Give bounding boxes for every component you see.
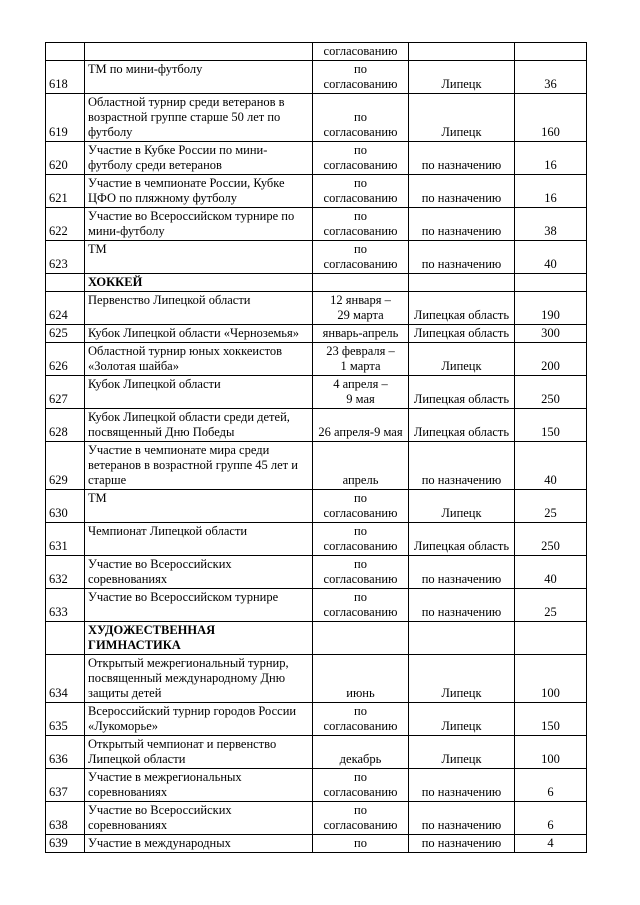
row-number-cell <box>46 274 85 292</box>
event-place-cell: Липецк <box>409 490 515 523</box>
event-date-cell <box>313 274 409 292</box>
table-row <box>46 703 587 736</box>
participants-count-cell: 36 <box>515 61 587 94</box>
table-row <box>46 325 587 343</box>
event-date-cell: по согласованию <box>313 241 409 274</box>
event-name-cell: Кубок Липецкой области <box>85 376 313 409</box>
event-date-cell: 23 февраля – 1 марта <box>313 343 409 376</box>
table-row <box>46 376 587 409</box>
row-number-cell: 630 <box>46 490 85 523</box>
participants-count-cell: 16 <box>515 175 587 208</box>
event-date-cell: декабрь <box>313 736 409 769</box>
event-place-cell: по назначению <box>409 442 515 490</box>
event-name-cell: Кубок Липецкой области «Черноземья» <box>85 325 313 343</box>
participants-count-cell: 4 <box>515 835 587 853</box>
event-place-cell: Липецк <box>409 703 515 736</box>
row-number-cell: 619 <box>46 94 85 142</box>
event-place-cell: по назначению <box>409 802 515 835</box>
event-date-cell: по согласованию <box>313 208 409 241</box>
row-number-cell <box>46 622 85 655</box>
event-date-cell: по согласованию <box>313 490 409 523</box>
event-place-cell: Липецкая область <box>409 409 515 442</box>
participants-count-cell: 40 <box>515 556 587 589</box>
participants-count-cell: 40 <box>515 241 587 274</box>
participants-count-cell: 250 <box>515 523 587 556</box>
row-number-cell: 627 <box>46 376 85 409</box>
event-name-cell: Открытый межрегиональный турнир, посвященный международному Дню защиты детей <box>85 655 313 703</box>
event-name-cell: Участие в международных <box>85 835 313 853</box>
section-header-row <box>46 274 587 292</box>
event-place-cell <box>409 622 515 655</box>
event-name-cell: ТМ <box>85 490 313 523</box>
event-date-cell: январь-апрель <box>313 325 409 343</box>
event-place-cell: по назначению <box>409 241 515 274</box>
event-name-cell: Участие в межрегиональных соревнованиях <box>85 769 313 802</box>
event-name-cell: Участие в чемпионате мира среди ветеранов в возрастной группе 45 лет и старше <box>85 442 313 490</box>
event-place-cell <box>409 43 515 61</box>
event-date-cell: 26 апреля-9 мая <box>313 409 409 442</box>
event-name-cell: ТМ по мини-футболу <box>85 61 313 94</box>
row-number-cell: 626 <box>46 343 85 376</box>
participants-count-cell: 38 <box>515 208 587 241</box>
row-number-cell: 625 <box>46 325 85 343</box>
participants-count-cell: 100 <box>515 655 587 703</box>
row-number-cell: 622 <box>46 208 85 241</box>
event-name-cell: ТМ <box>85 241 313 274</box>
row-number-cell: 629 <box>46 442 85 490</box>
row-number-cell: 618 <box>46 61 85 94</box>
row-number-cell: 638 <box>46 802 85 835</box>
table-body <box>46 43 587 853</box>
row-number-cell: 634 <box>46 655 85 703</box>
table-row <box>46 94 587 142</box>
event-place-cell: по назначению <box>409 769 515 802</box>
event-name-cell: Открытый чемпионат и первенство Липецкой области <box>85 736 313 769</box>
section-header-row <box>46 622 587 655</box>
event-place-cell: Липецкая область <box>409 292 515 325</box>
event-place-cell <box>409 274 515 292</box>
table-row <box>46 556 587 589</box>
table-row <box>46 655 587 703</box>
participants-count-cell: 150 <box>515 703 587 736</box>
event-date-cell <box>313 622 409 655</box>
participants-count-cell: 250 <box>515 376 587 409</box>
event-date-cell: по <box>313 835 409 853</box>
event-place-cell: по назначению <box>409 835 515 853</box>
event-name-cell: Участие во Всероссийских соревнованиях <box>85 802 313 835</box>
event-date-cell: по согласованию <box>313 61 409 94</box>
table-row <box>46 343 587 376</box>
event-date-cell: по согласованию <box>313 94 409 142</box>
row-number-cell <box>46 43 85 61</box>
event-place-cell: по назначению <box>409 208 515 241</box>
row-number-cell: 631 <box>46 523 85 556</box>
event-date-cell: по согласованию <box>313 175 409 208</box>
event-place-cell: Липецкая область <box>409 325 515 343</box>
event-date-cell: 12 января – 29 марта <box>313 292 409 325</box>
event-date-cell: по согласованию <box>313 589 409 622</box>
participants-count-cell: 16 <box>515 142 587 175</box>
participants-count-cell <box>515 622 587 655</box>
section-title: ХОККЕЙ <box>85 274 313 292</box>
row-number-cell: 635 <box>46 703 85 736</box>
event-date-cell: согласованию <box>313 43 409 61</box>
event-date-cell: по согласованию <box>313 769 409 802</box>
event-date-cell: по согласованию <box>313 142 409 175</box>
row-number-cell: 628 <box>46 409 85 442</box>
participants-count-cell: 25 <box>515 589 587 622</box>
table-row <box>46 835 587 853</box>
event-place-cell: Липецк <box>409 94 515 142</box>
table-row <box>46 43 587 61</box>
participants-count-cell: 100 <box>515 736 587 769</box>
table-row <box>46 409 587 442</box>
event-name-cell: Областной турнир среди ветеранов в возрастной группе старше 50 лет по футболу <box>85 94 313 142</box>
participants-count-cell: 25 <box>515 490 587 523</box>
table-row <box>46 142 587 175</box>
event-date-cell: апрель <box>313 442 409 490</box>
event-place-cell: Липецкая область <box>409 523 515 556</box>
event-place-cell: Липецк <box>409 655 515 703</box>
event-place-cell: Липецк <box>409 343 515 376</box>
participants-count-cell: 40 <box>515 442 587 490</box>
participants-count-cell <box>515 43 587 61</box>
event-name-cell: Всероссийский турнир городов России «Лукоморье» <box>85 703 313 736</box>
event-date-cell: 4 апреля – 9 мая <box>313 376 409 409</box>
event-place-cell: по назначению <box>409 142 515 175</box>
event-place-cell: Липецк <box>409 736 515 769</box>
event-name-cell: Участие в Кубке России по мини- футболу среди ветеранов <box>85 142 313 175</box>
event-name-cell: Первенство Липецкой области <box>85 292 313 325</box>
event-place-cell: по назначению <box>409 556 515 589</box>
table-row <box>46 292 587 325</box>
event-place-cell: по назначению <box>409 175 515 208</box>
row-number-cell: 632 <box>46 556 85 589</box>
row-number-cell: 620 <box>46 142 85 175</box>
event-name-cell: Чемпионат Липецкой области <box>85 523 313 556</box>
event-name-cell: Участие во Всероссийском турнире <box>85 589 313 622</box>
row-number-cell: 624 <box>46 292 85 325</box>
event-name-cell <box>85 43 313 61</box>
row-number-cell: 633 <box>46 589 85 622</box>
event-date-cell: по согласованию <box>313 523 409 556</box>
event-place-cell: по назначению <box>409 589 515 622</box>
section-title: ХУДОЖЕСТВЕННАЯ ГИМНАСТИКА <box>85 622 313 655</box>
row-number-cell: 639 <box>46 835 85 853</box>
event-name-cell: Участие во Всероссийском турнире по мини-футболу <box>85 208 313 241</box>
row-number-cell: 621 <box>46 175 85 208</box>
participants-count-cell: 300 <box>515 325 587 343</box>
event-date-cell: по согласованию <box>313 802 409 835</box>
table-row <box>46 589 587 622</box>
event-place-cell: Липецк <box>409 61 515 94</box>
table-row <box>46 442 587 490</box>
table-row <box>46 736 587 769</box>
table-row <box>46 61 587 94</box>
participants-count-cell: 6 <box>515 802 587 835</box>
table-row <box>46 241 587 274</box>
row-number-cell: 637 <box>46 769 85 802</box>
participants-count-cell: 160 <box>515 94 587 142</box>
table-row <box>46 523 587 556</box>
participants-count-cell <box>515 274 587 292</box>
event-name-cell: Участие в чемпионате России, Кубке ЦФО по пляжному футболу <box>85 175 313 208</box>
participants-count-cell: 200 <box>515 343 587 376</box>
event-name-cell: Кубок Липецкой области среди детей, посвященный Дню Победы <box>85 409 313 442</box>
event-date-cell: по согласованию <box>313 556 409 589</box>
event-date-cell: июнь <box>313 655 409 703</box>
table-row <box>46 769 587 802</box>
event-schedule-table <box>45 42 587 853</box>
participants-count-cell: 150 <box>515 409 587 442</box>
table-row <box>46 175 587 208</box>
row-number-cell: 623 <box>46 241 85 274</box>
table-row <box>46 208 587 241</box>
event-name-cell: Участие во Всероссийских соревнованиях <box>85 556 313 589</box>
row-number-cell: 636 <box>46 736 85 769</box>
participants-count-cell: 6 <box>515 769 587 802</box>
event-place-cell: Липецкая область <box>409 376 515 409</box>
participants-count-cell: 190 <box>515 292 587 325</box>
table-row <box>46 490 587 523</box>
event-date-cell: по согласованию <box>313 703 409 736</box>
table-row <box>46 802 587 835</box>
event-name-cell: Областной турнир юных хоккеистов «Золотая шайба» <box>85 343 313 376</box>
